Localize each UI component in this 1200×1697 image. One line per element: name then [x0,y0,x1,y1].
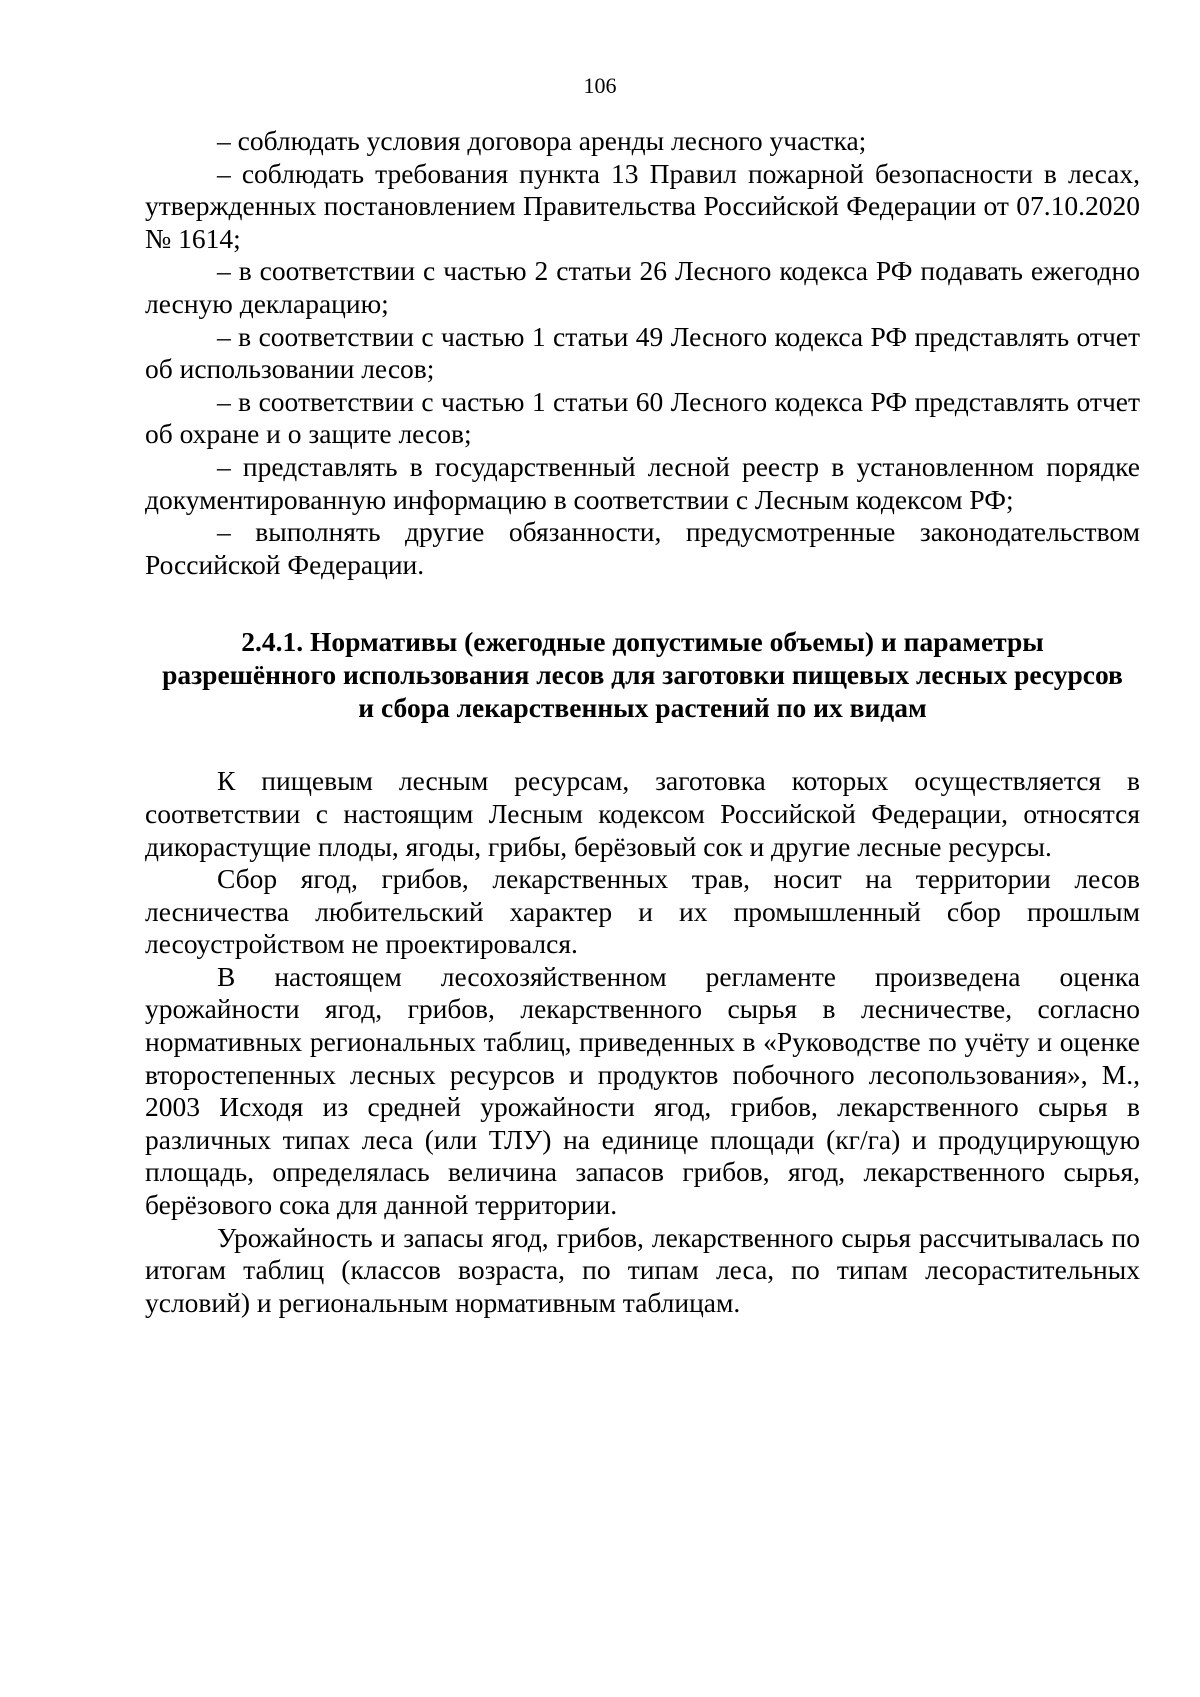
list-item: – в соответствии с частью 1 статьи 60 Лесного кодекса РФ представлять отчет об охране и о защите лесов; [145,385,1140,450]
body-paragraph: Урожайность и запасы ягод, грибов, лекарственного сырья рассчитывалась по итогам таблиц (классов возраста, по типам леса, по типам лесорастительных условий) и региональным нормативным таблицам. [145,1221,1140,1318]
section-heading-line: разрешённого использования лесов для заготовки пищевых лесных ресурсов [162,659,1123,691]
obligations-list [145,125,1140,581]
section-heading-line: и сбора лекарственных растений по их видам [358,692,927,724]
section-heading [145,625,1140,724]
list-item: – соблюдать условия договора аренды лесного участка; [217,125,867,156]
list-item: – в соответствии с частью 1 статьи 49 Лесного кодекса РФ представлять отчет об использовании лесов; [145,320,1140,385]
body-paragraph: Сбор ягод, грибов, лекарственных трав, носит на территории лесов лесничества любительский характер и их промышленный сбор прошлым лесоустройством не проектировался. [145,863,1140,960]
section-body [145,765,1140,1319]
body-paragraph: К пищевым лесным ресурсам, заготовка которых осуществляется в соответствии с настоящим Лесным кодексом Российской Федерации, относятся дикорастущие плоды, ягоды, грибы, берёзовый сок и другие лесные ресурсы. [145,765,1140,862]
page-number: 106 [583,73,617,98]
list-item: – соблюдать требования пункта 13 Правил пожарной безопасности в лесах, утвержденных постановлением Правительства Российской Федерации от 07.10.2020 № 1614; [145,157,1140,254]
body-paragraph: В настоящем лесохозяйственном регламенте произведена оценка урожайности ягод, грибов, лекарственного сырья в лесничестве, согласно нормативных региональных таблиц, приведенных в «Руководстве по учёту и оценке второстепенных лесных ресурсов и продуктов побочного лесопользования», М., 2003 Исходя из средней урожайности ягод, грибов, лекарственного сырья в различных типах леса (или ТЛУ) на единице площади (кг/га) и продуцирующую площадь, определялась величина запасов грибов, ягод, лекарственного сырья, берёзового сока для данной территории. [145,960,1140,1221]
list-item: – представлять в государственный лесной реестр в установленном порядке документированную информацию в соответствии с Лесным кодексом РФ; [145,450,1140,515]
list-item: – выполнять другие обязанности, предусмотренные законодательством Российской Федерации. [145,516,1140,580]
page-content [145,125,1140,1319]
list-item: – в соответствии с частью 2 статьи 26 Лесного кодекса РФ подавать ежегодно лесную декларацию; [145,255,1140,319]
section-heading-line: 2.4.1. Нормативы (ежегодные допустимые объемы) и параметры [241,626,1044,658]
